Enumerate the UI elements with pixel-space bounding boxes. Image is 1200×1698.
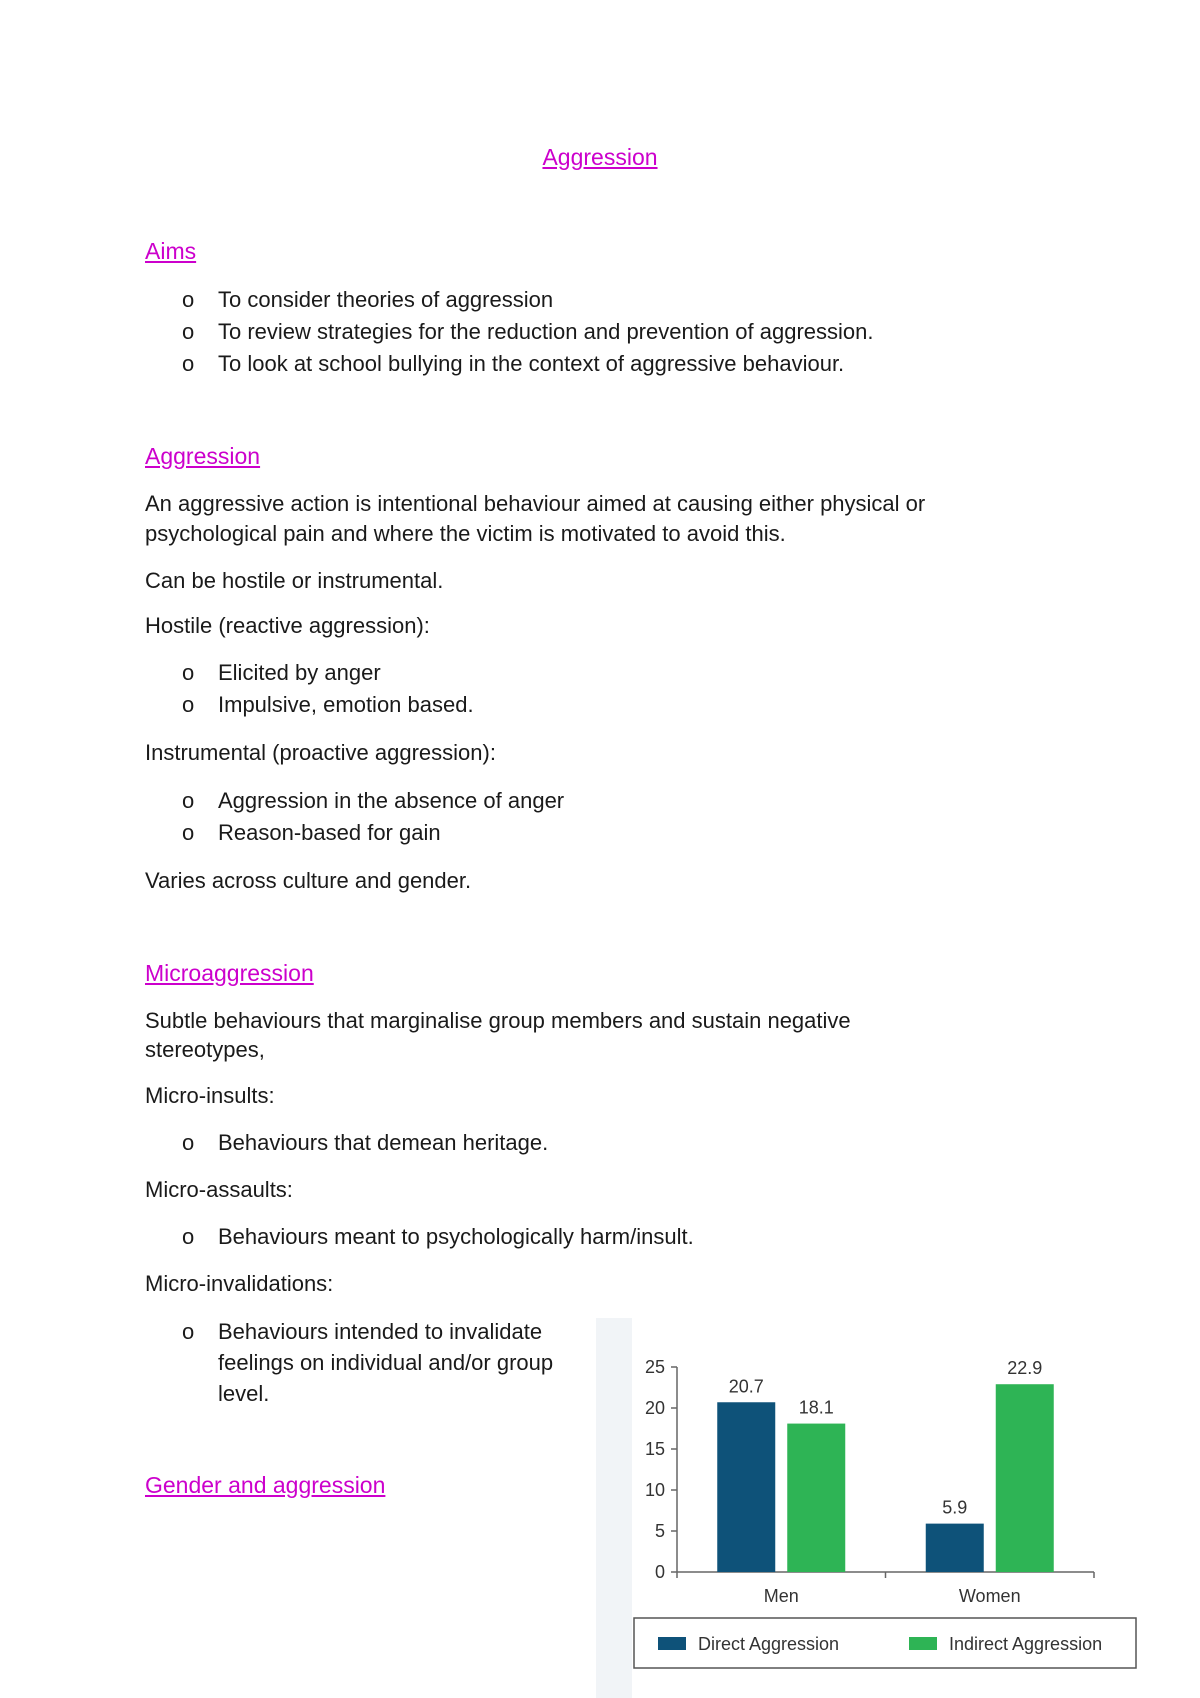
- bullet-marker: o: [182, 351, 195, 376]
- micro-assaults-label: Micro-assaults:: [145, 1177, 293, 1202]
- legend-label: Indirect Aggression: [949, 1634, 1103, 1654]
- legend-swatch: [909, 1637, 937, 1650]
- y-tick-label: 10: [644, 1480, 665, 1500]
- data-label: 5.9: [942, 1497, 968, 1518]
- micro-insults-label: Micro-insults:: [145, 1083, 275, 1108]
- y-tick-label: 0: [654, 1562, 665, 1582]
- aggression-definition-line1: An aggressive action is intentional behaviour aimed at causing either physical or: [145, 491, 926, 516]
- hostile-label: Hostile (reactive aggression):: [145, 613, 430, 638]
- bullet-marker: o: [182, 660, 195, 685]
- list-item: [182, 788, 564, 814]
- bullet-marker: o: [182, 820, 195, 845]
- bullet-marker: o: [182, 287, 195, 312]
- micro-invalidations-label: Micro-invalidations:: [145, 1271, 334, 1296]
- list-item-text: To look at school bullying in the context of aggressive behaviour.: [218, 351, 845, 376]
- list-item: [182, 1224, 694, 1250]
- bullet-marker: o: [182, 1130, 195, 1155]
- list-item: [182, 692, 474, 718]
- bullet-marker: o: [182, 319, 195, 344]
- gender-aggression-bar-chart: [622, 1318, 1142, 1696]
- list-item-text: Behaviours meant to psychologically harm/insult.: [218, 1224, 694, 1249]
- y-tick-label: 25: [644, 1357, 665, 1377]
- heading-microaggression: Microaggression: [145, 960, 314, 986]
- microaggression-definition-line2: stereotypes,: [145, 1037, 265, 1062]
- list-item-text: Elicited by anger: [218, 660, 381, 685]
- legend-swatch: [658, 1637, 686, 1650]
- y-tick-label: 20: [644, 1398, 665, 1418]
- x-tick-label: Men: [763, 1586, 799, 1606]
- list-item-text: Impulsive, emotion based.: [218, 692, 474, 717]
- data-label: 18.1: [798, 1397, 834, 1418]
- list-item-text: To consider theories of aggression: [218, 287, 554, 312]
- list-item: [182, 319, 874, 345]
- microaggression-definition-line1: Subtle behaviours that marginalise group members and sustain negative: [145, 1008, 851, 1033]
- list-item-text: Reason-based for gain: [218, 820, 441, 845]
- varies-text: Varies across culture and gender.: [145, 868, 472, 893]
- list-item-text: Aggression in the absence of anger: [218, 788, 565, 813]
- bullet-marker: o: [182, 788, 195, 813]
- bullet-marker: o: [182, 1224, 195, 1249]
- instrumental-label: Instrumental (proactive aggression):: [145, 740, 496, 765]
- list-item-text: Behaviours that demean heritage.: [218, 1130, 549, 1155]
- heading-gender-aggression: Gender and aggression: [145, 1472, 386, 1498]
- bar-indirect-aggression-men: [787, 1424, 845, 1572]
- legend-label: Direct Aggression: [698, 1634, 840, 1654]
- y-tick-label: 5: [654, 1521, 665, 1541]
- document-title: Aggression: [542, 144, 658, 170]
- bar-indirect-aggression-women: [996, 1384, 1054, 1572]
- bullet-marker: o: [182, 692, 195, 717]
- y-tick-label: 15: [644, 1439, 665, 1459]
- list-item: [182, 1130, 548, 1156]
- list-item-text: To review strategies for the reduction and prevention of aggression.: [218, 319, 874, 344]
- x-tick-label: Women: [958, 1586, 1021, 1606]
- bar-direct-aggression-women: [926, 1524, 984, 1572]
- aggression-types: Can be hostile or instrumental.: [145, 568, 444, 593]
- list-item: [182, 660, 381, 686]
- bar-direct-aggression-men: [717, 1402, 775, 1572]
- list-item-text: Behaviours intended to invalidate feelings on individual and/or group level.: [218, 1319, 554, 1406]
- list-item: [182, 287, 553, 313]
- data-label: 20.7: [728, 1376, 764, 1397]
- list-item: [182, 1316, 602, 1416]
- bullet-marker: o: [182, 1319, 195, 1344]
- aggression-definition-line2: psychological pain and where the victim is motivated to avoid this.: [145, 521, 786, 546]
- list-item: [182, 820, 441, 846]
- heading-aggression: Aggression: [145, 443, 261, 469]
- data-label: 22.9: [1007, 1358, 1043, 1379]
- heading-aims: Aims: [145, 238, 197, 264]
- list-item: [182, 351, 844, 377]
